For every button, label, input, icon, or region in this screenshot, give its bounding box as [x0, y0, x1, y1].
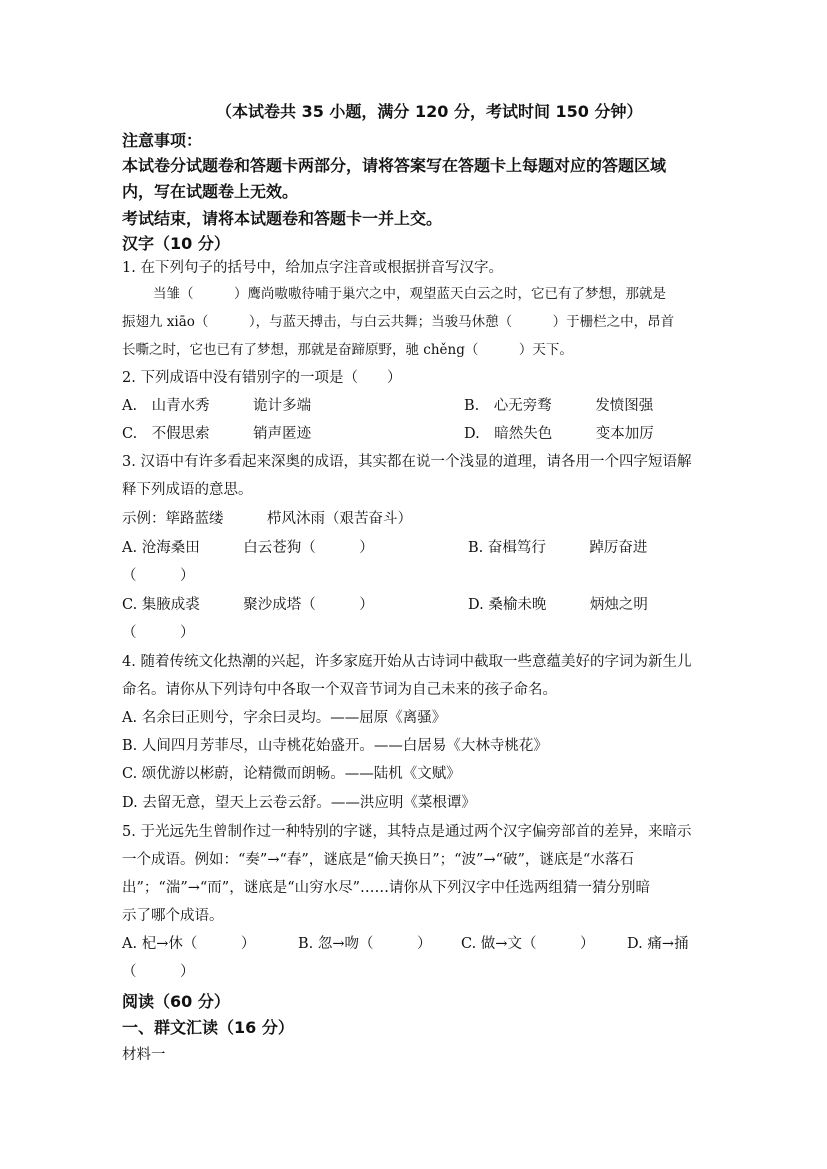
q3-stem-line-2: 释下列成语的意思。 — [122, 482, 253, 498]
q5-option-d: D. 痛→捅 — [627, 936, 689, 952]
q3-stem-line-1: 3. 汉语中有许多看起来深奥的成语，其实都在说一个浅显的道理，请各用一个四字短语解 — [122, 454, 692, 470]
q5-option-d-blank: （ ） — [122, 964, 195, 980]
q5-stem-line-2: 一个成语。例如：“奏”→“春”，谜底是“偷天换日”；“波”→“破”，谜底是“水落石 — [122, 852, 634, 868]
q1-para-line-3: 长嘶之时，它也已有了梦想，那就是奋蹄原野，驰 chěng（ ）天下。 — [122, 342, 573, 358]
q2-option-c: C. 不假思索 销声匿迹 — [122, 426, 312, 442]
q2-option-d: D. 暗然失色 变本加厉 — [464, 426, 654, 442]
q4-stem-line-1: 4. 随着传统文化热潮的兴起，许多家庭开始从古诗词中截取一些意蕴美好的字词为新生儿 — [122, 654, 692, 670]
q3-option-a: A. 沧海桑田 白云苍狗（ ） — [122, 540, 374, 556]
section-reading-title: 阅读（60 分） — [122, 992, 230, 1011]
q4-stem-line-2: 命名。请你从下列诗句中各取一个双音节词为自己未来的孩子命名。 — [122, 682, 557, 698]
q2-option-a: A. 山青水秀 诡计多端 — [122, 398, 312, 414]
q2-option-b: B. 心无旁骛 发愤图强 — [464, 398, 654, 414]
q1-stem: 1. 在下列句子的括号中，给加点字注音或根据拼音写汉字。 — [122, 260, 503, 276]
q4-option-a: A. 名余曰正则兮，字余曰灵均。——屈原《离骚》 — [122, 710, 447, 726]
q3-option-b: B. 奋楫笃行 踔厉奋进 — [468, 540, 648, 556]
q1-para-line-2: 振翅九 xiāo（ ），与蓝天搏击，与白云共舞；当骏马休憩（ ）于栅栏之中，昂首 — [122, 314, 675, 330]
q3-option-d-blank: （ ） — [122, 625, 195, 641]
notice-title: 注意事项： — [122, 131, 203, 150]
notice-line-1: 本试卷分试题卷和答题卡两部分，请将答案写在答题卡上每题对应的答题区域 — [122, 156, 667, 175]
q4-option-c: C. 颂优游以彬蔚，论精微而朗畅。——陆机《文赋》 — [122, 766, 461, 782]
q3-example: 示例：筚路蓝缕 栉风沐雨（艰苦奋斗） — [122, 511, 412, 527]
q2-stem: 2. 下列成语中没有错别字的一项是（ ） — [122, 370, 402, 386]
q3-option-c: C. 集腋成裘 聚沙成塔（ ） — [122, 597, 374, 613]
notice-line-3: 考试结束，请将本试题卷和答题卡一并上交。 — [122, 209, 443, 228]
q5-option-c: C. 做→文（ ） — [461, 936, 595, 952]
q4-option-d: D. 去留无意，望天上云卷云舒。——洪应明《菜根谭》 — [122, 795, 476, 811]
q5-stem-line-3: 出”；“湍”→“而”，谜底是“山穷水尽”……请你从下列汉字中任选两组猜一猜分别暗 — [122, 880, 651, 896]
q5-stem-line-4: 示了哪个成语。 — [122, 908, 224, 924]
section-group-reading-title: 一、群文汇读（16 分） — [122, 1018, 294, 1037]
q4-option-b: B. 人间四月芳菲尽，山寺桃花始盛开。——白居易《大林寺桃花》 — [122, 738, 548, 754]
q5-stem-line-1: 5. 于光远先生曾制作过一种特别的字谜，其特点是通过两个汉字偏旁部首的差异，来暗示 — [122, 824, 692, 840]
section-hanzi-title: 汉字（10 分） — [122, 234, 230, 253]
notice-line-2: 内，写在试题卷上无效。 — [122, 182, 299, 201]
exam-header: （本试卷共 35 小题，满分 120 分，考试时间 150 分钟） — [216, 102, 643, 121]
q5-option-a: A. 杞→休（ ） — [122, 936, 256, 952]
q3-option-d: D. 桑榆未晚 炳烛之明 — [468, 597, 648, 613]
q3-option-b-blank: （ ） — [122, 568, 195, 584]
q1-para-line-1: 当雏（ ）鹰尚嗷嗷待哺于巢穴之中，观望蓝天白云之时，它已有了梦想，那就是 — [153, 286, 666, 302]
material-label: 材料一 — [122, 1047, 166, 1063]
q5-option-b: B. 忽→吻（ ） — [298, 936, 432, 952]
